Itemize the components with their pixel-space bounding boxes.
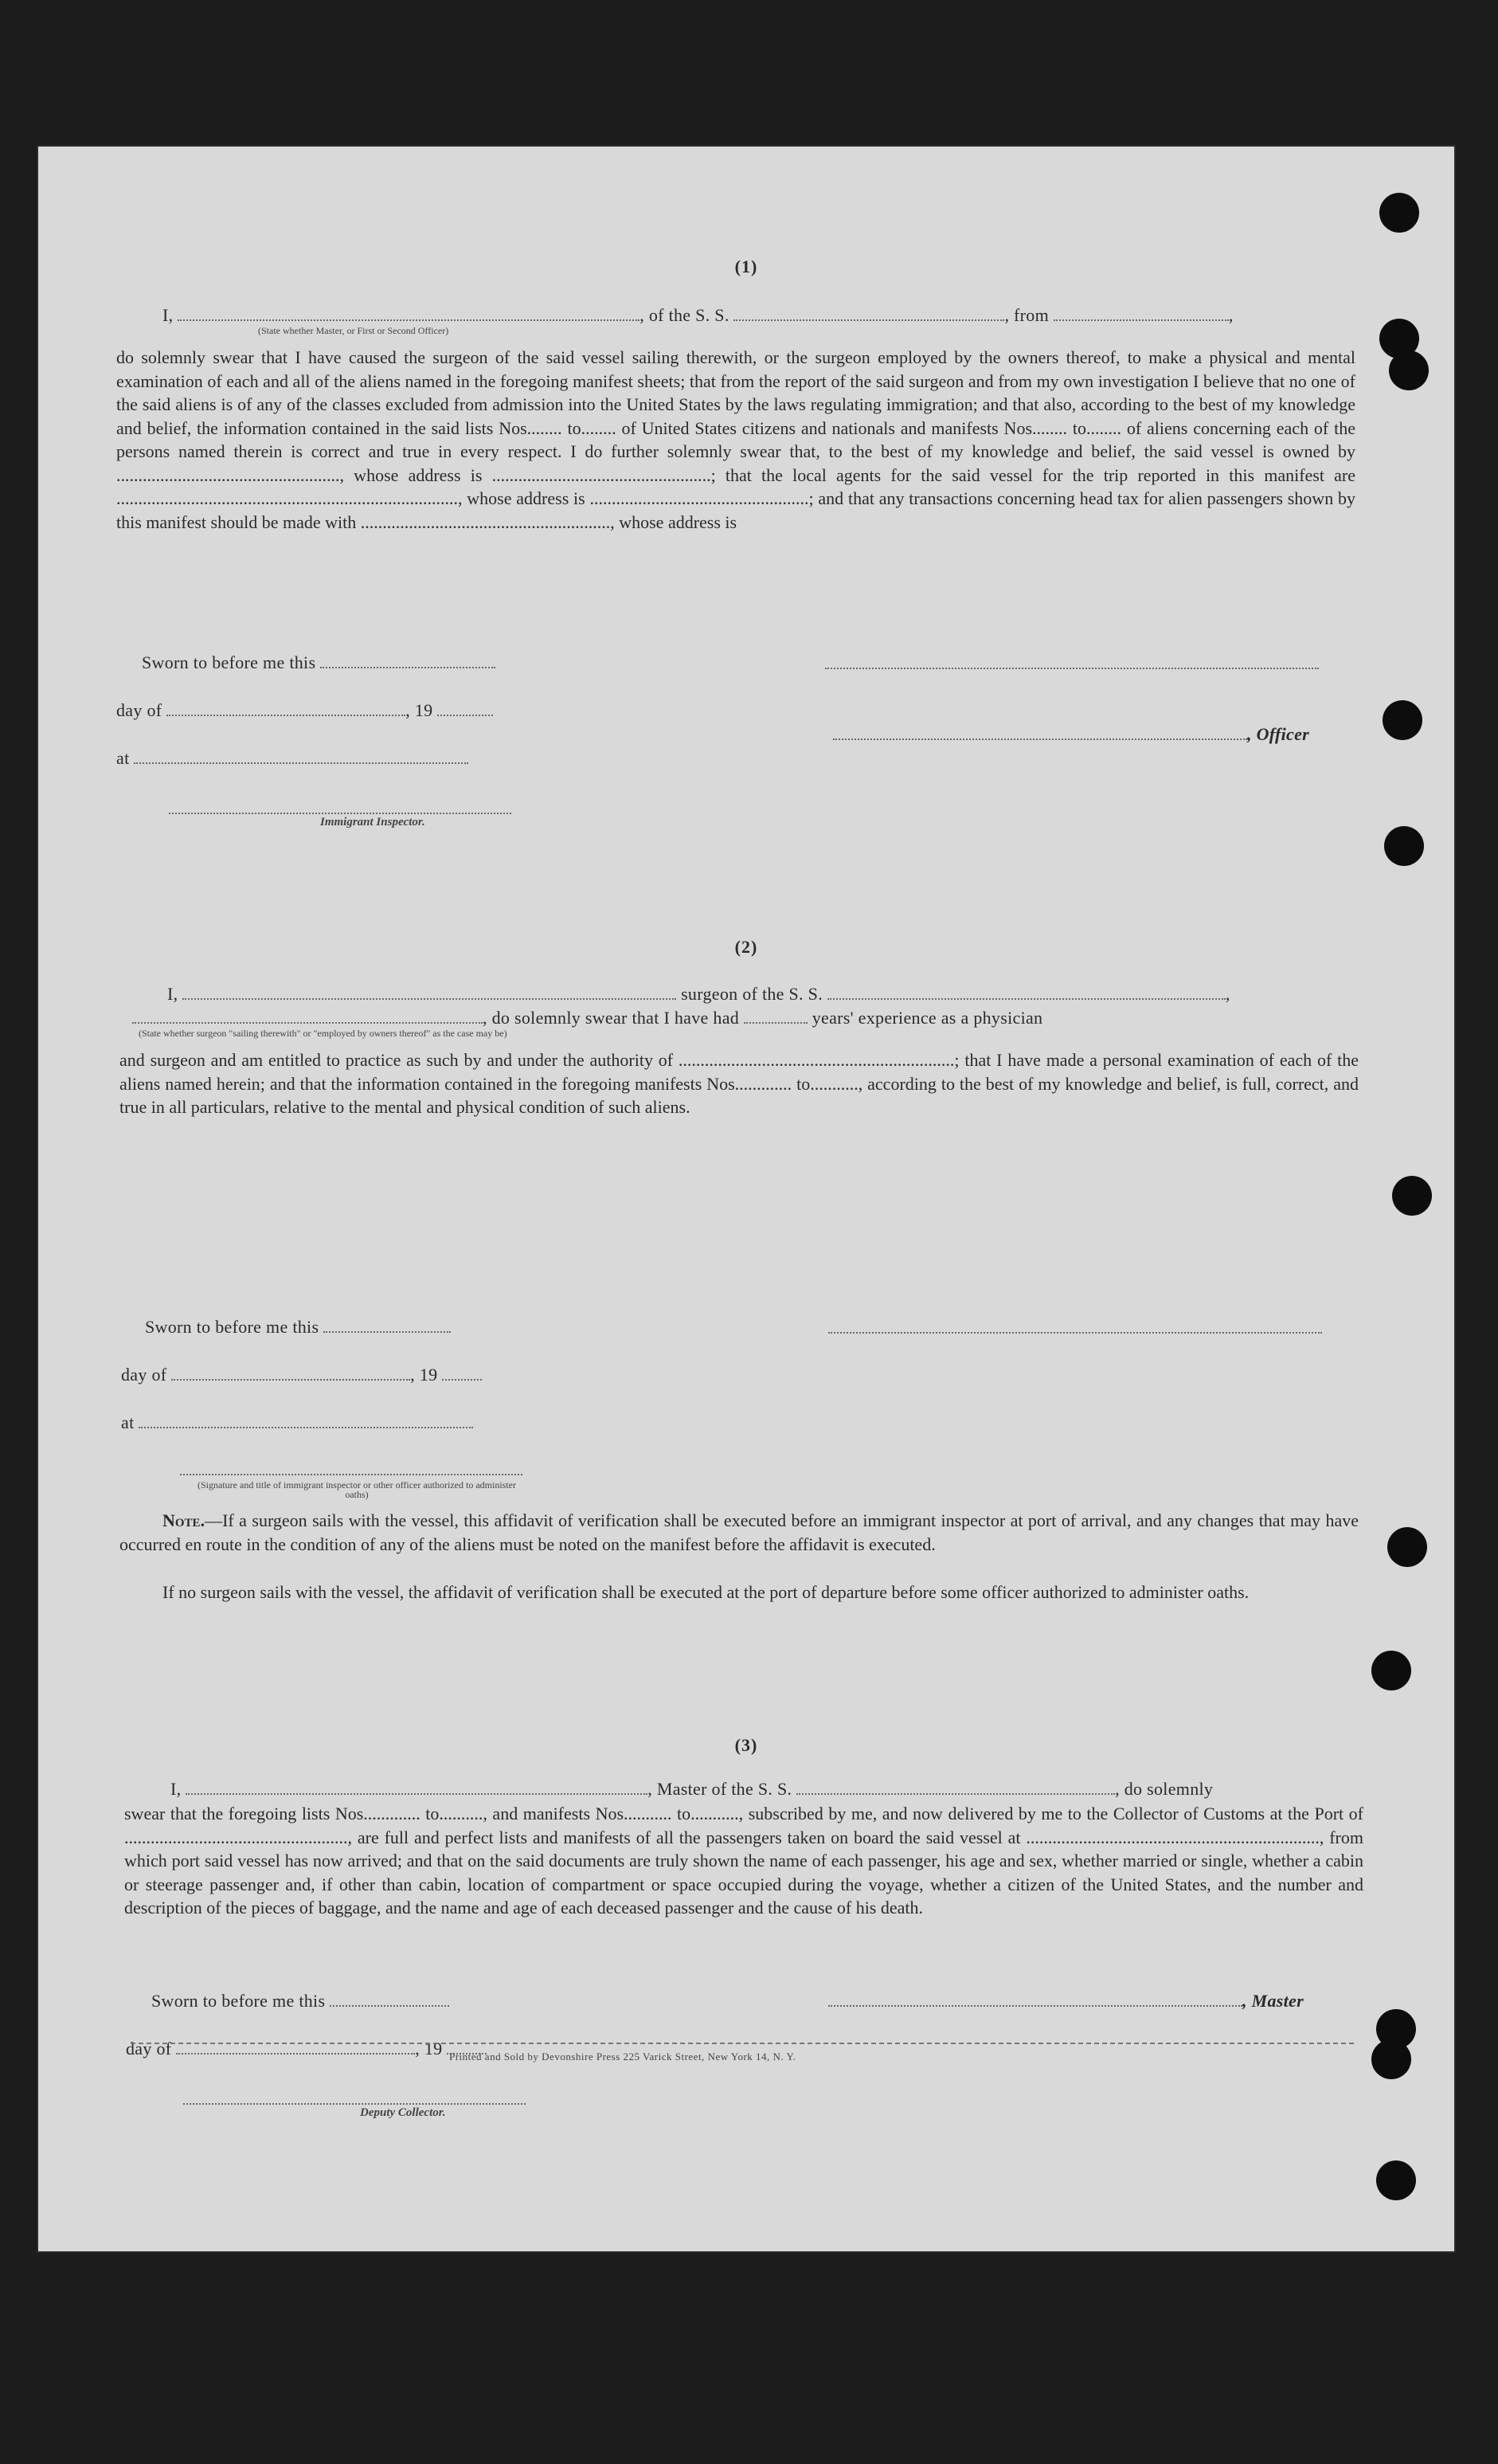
section-1-body: do solemnly swear that I have caused the surgeon of the said vessel sailing therewith, or the surgeon employed by the owners thereof, to make a physical and mental examination of each and all of the aliens named in the foregoing manifest sheets; that from the report of the said surgeon and from my own investigation I believe that no one of the said aliens is of any of the classes excluded from admission into the United States by the laws regulating immigration; and that also, according to the best of my knowledge and belief, the information contained in the said lists Nos........ to........ of United States citizens and nationals and manifests Nos........ to........ of aliens concerning each of the persons named therein is correct and true in every respect. I do further solemnly swear that, to the best of my knowledge and belief, the said vessel is owned by ..................................................., whose address is ..................................................; that the local agents for the said vessel for the trip reported in this manifest are .............................................................................., whose address is ..................................................; and that any transactions concerning head tax for alien passengers shown by this manifest should be made with ........................................................., whose address is [116, 347, 1355, 532]
master-signature-field[interactable] [828, 1991, 1242, 2007]
section-2-day-of: day of , 19 [121, 1364, 482, 1386]
section-3-master-line: , Master [828, 1990, 1304, 2012]
inspector-signature-line-1[interactable] [169, 813, 511, 814]
binder-hole-6 [1392, 1176, 1432, 1216]
officer-title-caption: (State whether Master, or First or Second Officer) [258, 325, 449, 336]
deputy-collector-caption: Deputy Collector. [360, 2106, 446, 2119]
binder-hole-4 [1383, 700, 1422, 740]
vessel-name-field[interactable] [733, 305, 1004, 321]
section-3-body: swear that the foregoing lists Nos............. to.........., and manifests Nos........... to..........., subscribed by me, and now delivered by me to the Collector of Customs at the Port of ..................................................., are full and perfect lists and manifests of all the passengers taken on board the said vessel at ..................................................................., from which port said vessel has now arrived; and that on the said documents are truly shown the name of each passenger, his age and sex, whether married or single, whether a cabin or steerage passenger and, if other than cabin, location of compartment or space occupied during the voyage, whether a citizen of the United States, and the number and description of the pieces of baggage, and the name and age of each deceased passenger and the cause of his death. [124, 1804, 1363, 1918]
section-2-number: (2) [734, 937, 758, 957]
years-experience-field[interactable] [744, 1008, 808, 1024]
administering-officer-signature-line[interactable] [180, 1474, 522, 1475]
binder-hole-10 [1371, 2039, 1411, 2079]
month-field-2[interactable] [171, 1365, 410, 1381]
place-field-1[interactable] [134, 748, 468, 764]
section-2-body: and surgeon and am entitled to practice as such by and under the authority of ...............................................................; that I have made a personal examination of each of the aliens named herein; and that the information contained in the foregoing manifests Nos............. to..........., according to the best of my knowledge and belief, is full, correct, and true in all particulars, relative to the mental and physical condition of such aliens. [119, 1050, 1359, 1117]
note-paragraph-1: Note.—If a surgeon sails with the vessel, this affidavit of verification shall be executed before an immigrant inspector at port of arrival, and any changes that may have occurred en route in the condition of any of the aliens must be noted on the manifest before the affidavit is executed. [119, 1510, 1359, 1554]
section-3-first-line: I, , Master of the S. S. , do solemnly [170, 1779, 1214, 1799]
month-field-3[interactable] [176, 2039, 415, 2055]
section-1-day-of: day of , 19 [116, 699, 493, 722]
section-1-officer-line: , Officer [833, 723, 1309, 746]
immigrant-inspector-caption: Immigrant Inspector. [320, 816, 425, 829]
surgeon-signature-line[interactable] [828, 1332, 1322, 1334]
vessel-name-field-3[interactable] [796, 1779, 1115, 1795]
binder-hole-8 [1371, 1651, 1411, 1690]
sworn-date-field-3[interactable] [330, 1991, 449, 2007]
officer-signature-field[interactable] [833, 724, 1247, 740]
surgeon-status-caption: (State whether surgeon "sailing therewith" or "employed by owners thereof" as the case may be) [139, 1028, 507, 1039]
deputy-collector-signature-line[interactable] [183, 2103, 526, 2105]
place-field-2[interactable] [139, 1412, 473, 1428]
year-field-1[interactable] [437, 700, 493, 716]
year-field-2[interactable] [442, 1365, 482, 1381]
departure-port-field[interactable] [1054, 305, 1229, 321]
surgeon-name-field-cont[interactable] [132, 1008, 483, 1024]
officer-name-field[interactable] [178, 305, 639, 321]
sworn-date-field-2[interactable] [323, 1317, 451, 1333]
binder-hole-1 [1379, 193, 1419, 233]
section-3-number: (3) [734, 1735, 758, 1755]
section-1-first-line: I, , of the S. S. , from , [162, 305, 1234, 325]
vessel-name-field-2[interactable] [827, 984, 1226, 1000]
affidavit-form-page [37, 145, 1456, 2253]
officer-signature-line-top[interactable] [825, 668, 1319, 669]
section-1-at: at [116, 747, 468, 770]
note-paragraph-2: If no surgeon sails with the vessel, the affidavit of verification shall be executed at the port of departure before some officer authorized to administer oaths. [162, 1582, 1250, 1602]
section-2-first-line: I, surgeon of the S. S. , [167, 984, 1230, 1004]
signature-title-caption: (Signature and title of immigrant inspector or other officer authorized to administer oaths) [198, 1479, 516, 1500]
printer-imprint: Printed and Sold by Devonshire Press 225 Varick Street, New York 14, N. Y. [449, 2051, 796, 2062]
surgeon-name-field[interactable] [182, 984, 676, 1000]
printer-separator [131, 2043, 1354, 2044]
section-3-day-of: day of , 19 [126, 2038, 487, 2060]
binder-hole-3 [1389, 351, 1429, 390]
sworn-date-field-1[interactable] [320, 652, 495, 668]
section-2-at: at [121, 1412, 473, 1434]
binder-hole-7 [1387, 1527, 1427, 1567]
section-1-sworn: Sworn to before me this [142, 652, 495, 674]
section-2-second-line: , do solemnly swear that I have had years' experience as a physician [132, 1007, 1042, 1029]
section-1-number: (1) [734, 257, 758, 276]
section-3-sworn: Sworn to before me this [151, 1990, 449, 2012]
section-2-sworn: Sworn to before me this [145, 1316, 451, 1338]
month-field-1[interactable] [166, 700, 405, 716]
binder-hole-5 [1384, 826, 1424, 866]
binder-hole-11 [1376, 2160, 1416, 2200]
master-name-field[interactable] [186, 1779, 647, 1795]
